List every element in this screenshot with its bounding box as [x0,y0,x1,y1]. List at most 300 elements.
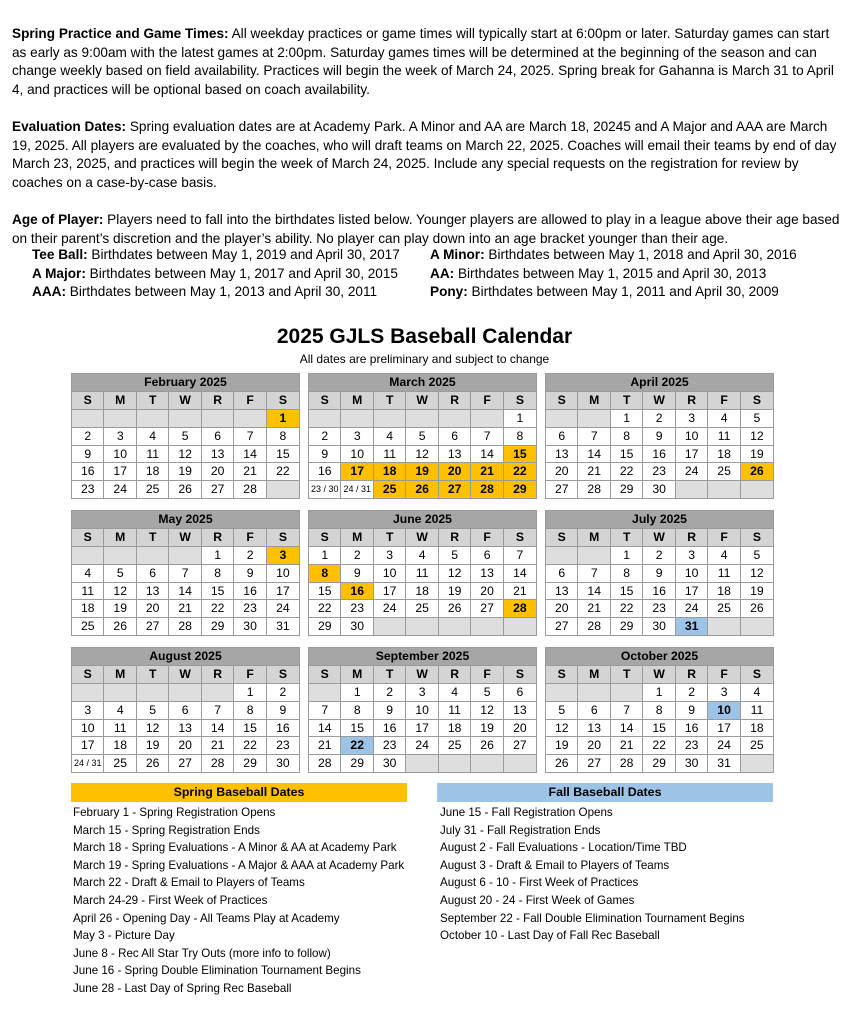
day-cell: 2 [643,409,675,427]
empty-day-cell [578,683,610,701]
day-cell: 29 [610,618,642,636]
weekday-header: S [266,528,299,546]
day-cell: 5 [406,427,438,445]
age-brackets [32,246,832,302]
week-row [309,546,537,564]
week-row [309,755,537,773]
empty-day-cell [471,755,503,773]
day-cell: 20 [546,600,578,618]
day-cell: 18 [136,463,168,481]
day-cell: 26 [169,481,201,499]
day-cell: 2 [341,546,373,564]
month-title: May 2025 [72,511,300,529]
day-cell: 14 [578,582,610,600]
day-cell: 10 [675,564,707,582]
day-cell: 12 [740,564,773,582]
weekday-header: T [136,528,168,546]
day-cell: 13 [438,445,470,463]
day-cell: 3 [373,546,405,564]
day-cell: 13 [503,701,536,719]
day-cell: 25 [708,600,740,618]
day-cell: 23 [341,600,373,618]
day-cell: 27 [546,618,578,636]
day-cell: 28 [234,481,266,499]
day-cell: 18 [72,600,104,618]
month-grid [545,647,774,773]
month-calendar [308,647,537,773]
week-row [72,546,300,564]
list-item: March 19 - Spring Evaluations - A Major & AAA at Academy Park [73,858,405,872]
day-cell: 18 [104,737,136,755]
month-title: March 2025 [309,374,537,392]
day-cell: 29 [309,618,341,636]
empty-day-cell [578,546,610,564]
month-calendar [545,647,774,773]
day-cell: 29 [201,618,233,636]
day-cell: 27 [546,481,578,499]
week-row [546,564,774,582]
age-bracket-range: Birthdates between May 1, 2018 and April 30, 2016 [484,247,797,262]
week-row [309,618,537,636]
day-cell: 23 / 30 [309,481,341,499]
day-cell: 25 [740,737,773,755]
day-cell: 4 [708,546,740,564]
month-grid [71,373,300,499]
month-calendar [308,510,537,636]
list-item: August 2 - Fall Evaluations - Location/Time TBD [440,841,687,855]
day-cell: 28 [610,755,642,773]
day-cell: 9 [373,701,405,719]
day-cell: 22 [610,463,642,481]
day-cell: 16 [643,582,675,600]
day-cell: 30 [234,618,266,636]
empty-day-cell [373,618,405,636]
day-cell: 26 [104,618,136,636]
weekday-header: S [266,391,299,409]
day-cell: 7 [169,564,201,582]
list-item: June 16 - Spring Double Elimination Tournament Begins [73,964,361,978]
day-cell: 5 [740,409,773,427]
day-cell: 8 [234,701,266,719]
weekday-header: R [438,665,470,683]
day-cell: 3 [708,683,740,701]
day-cell: 18 [406,582,438,600]
practice-times-label: Spring Practice and Game Times: [12,26,229,41]
day-cell: 14 [169,582,201,600]
week-row [72,737,300,755]
day-cell: 13 [546,582,578,600]
day-cell: 6 [471,546,503,564]
day-cell: 20 [546,463,578,481]
day-cell: 11 [740,701,773,719]
week-row [546,755,774,773]
weekday-header: T [136,391,168,409]
day-cell: 27 [438,481,470,499]
day-cell: 18 [708,445,740,463]
day-cell: 5 [438,546,470,564]
week-row [72,445,300,463]
day-cell: 28 [169,618,201,636]
list-item: August 20 - 24 - First Week of Games [440,893,635,907]
age-of-player-label: Age of Player: [12,212,104,227]
day-cell: 7 [471,427,503,445]
spring-dates-heading: Spring Baseball Dates [71,783,407,802]
day-cell: 21 [309,737,341,755]
weekday-header: T [373,665,405,683]
day-cell: 29 [234,755,266,773]
list-item: July 31 - Fall Registration Ends [440,823,601,837]
day-cell: 27 [201,481,233,499]
day-cell: 20 [169,737,201,755]
day-cell: 4 [438,683,470,701]
age-bracket-aa [430,265,828,284]
day-cell: 2 [266,683,299,701]
day-cell: 16 [266,719,299,737]
day-cell: 9 [72,445,104,463]
weekday-header: W [169,391,201,409]
weekday-header: T [610,391,642,409]
day-cell: 22 [309,600,341,618]
week-row [72,618,300,636]
day-cell: 23 [72,481,104,499]
day-cell: 11 [406,564,438,582]
day-cell: 24 [406,737,438,755]
weekday-header: M [341,665,373,683]
day-cell: 29 [341,755,373,773]
age-bracket-name: Tee Ball: [32,247,88,262]
empty-day-cell [406,755,438,773]
day-cell: 10 [266,564,299,582]
empty-day-cell [341,409,373,427]
weekday-header: W [406,665,438,683]
day-cell: 2 [373,683,405,701]
weekday-header: R [438,528,470,546]
day-cell: 17 [675,445,707,463]
age-bracket-aaa [32,283,430,302]
weekday-header: F [708,528,740,546]
weekday-header: W [169,528,201,546]
day-cell: 21 [201,737,233,755]
day-cell: 7 [503,546,536,564]
day-cell: 16 [341,582,373,600]
weekday-header: T [373,528,405,546]
day-cell: 12 [406,445,438,463]
day-cell: 2 [234,546,266,564]
age-bracket-range: Birthdates between May 1, 2017 and April 30, 2015 [85,265,398,281]
weekday-header: F [471,528,503,546]
empty-day-cell [471,409,503,427]
empty-day-cell [503,755,536,773]
day-cell: 18 [740,719,773,737]
age-bracket-name: A Minor: [430,247,485,262]
month-title: June 2025 [309,511,537,529]
evaluation-dates-label: Evaluation Dates: [12,119,127,134]
day-cell: 5 [740,546,773,564]
day-cell: 10 [341,445,373,463]
day-cell: 21 [503,582,536,600]
day-cell: 6 [578,701,610,719]
day-cell: 10 [104,445,136,463]
day-cell: 23 [266,737,299,755]
empty-day-cell [740,618,773,636]
empty-day-cell [201,409,233,427]
empty-day-cell [708,618,740,636]
weekday-header: S [309,665,341,683]
day-cell: 15 [341,719,373,737]
day-cell: 12 [740,427,773,445]
day-cell: 13 [578,719,610,737]
weekday-header: S [72,665,104,683]
weekday-header: F [234,665,266,683]
fall-dates-list [440,804,800,945]
day-cell: 14 [309,719,341,737]
day-cell: 28 [471,481,503,499]
empty-day-cell [503,618,536,636]
month-title: August 2025 [72,648,300,666]
day-cell: 31 [708,755,740,773]
empty-day-cell [740,755,773,773]
list-item: March 15 - Spring Registration Ends [73,823,260,837]
month-title: September 2025 [309,648,537,666]
month-calendar [71,510,300,636]
day-cell: 27 [169,755,201,773]
age-bracket-name: A Major: [32,265,86,281]
day-cell: 4 [136,427,168,445]
empty-day-cell [309,683,341,701]
weekday-header: T [136,665,168,683]
day-cell: 11 [373,445,405,463]
empty-day-cell [309,409,341,427]
weekday-header: M [578,665,610,683]
day-cell: 6 [438,427,470,445]
day-cell: 26 [438,600,470,618]
day-cell: 11 [104,719,136,737]
day-cell: 19 [546,737,578,755]
day-cell: 22 [266,463,299,481]
weekday-header: S [740,528,773,546]
age-bracket-name: Pony: [430,284,468,300]
day-cell: 15 [201,582,233,600]
day-cell: 2 [309,427,341,445]
day-cell: 28 [578,618,610,636]
day-cell: 7 [610,701,642,719]
month-calendar [71,373,300,499]
weekday-header: W [643,391,675,409]
empty-day-cell [438,409,470,427]
empty-day-cell [169,546,201,564]
day-cell: 1 [643,683,675,701]
weekday-header: M [578,391,610,409]
day-cell: 27 [136,618,168,636]
day-cell: 12 [104,582,136,600]
calendar-title: 2025 GJLS Baseball Calendar [276,325,573,348]
day-cell: 8 [610,427,642,445]
empty-day-cell [438,618,470,636]
day-cell: 11 [438,701,470,719]
weekday-header: M [341,391,373,409]
day-cell: 4 [72,564,104,582]
day-cell: 19 [471,719,503,737]
list-item: August 6 - 10 - First Week of Practices [440,876,639,890]
list-item: May 3 - Picture Day [73,929,175,943]
week-row [72,600,300,618]
day-cell: 17 [266,582,299,600]
list-item: June 8 - Rec All Star Try Outs (more info to follow) [73,946,331,960]
age-bracket-a-major [32,265,430,284]
weekday-header: R [675,528,707,546]
empty-day-cell [406,618,438,636]
day-cell: 20 [438,463,470,481]
day-cell: 3 [406,683,438,701]
day-cell: 8 [610,564,642,582]
day-cell: 15 [503,445,536,463]
weekday-header: S [72,528,104,546]
day-cell: 10 [675,427,707,445]
list-item: February 1 - Spring Registration Opens [73,806,276,819]
day-cell: 7 [578,564,610,582]
day-cell: 28 [309,755,341,773]
week-row [309,701,537,719]
day-cell: 16 [643,445,675,463]
day-cell: 16 [373,719,405,737]
list-item: April 26 - Opening Day - All Teams Play at Academy [73,911,340,925]
day-cell: 25 [438,737,470,755]
age-of-player-text: Players need to fall into the birthdates listed below. Younger players are allowed to play in a league above their age based on their parent’s discretion and the player’s ability. No player can play down into an age bracket younger than their age. [12,212,840,246]
week-row [546,427,774,445]
day-cell: 27 [503,737,536,755]
day-cell: 18 [373,463,405,481]
weekday-header: W [406,528,438,546]
day-cell: 30 [643,618,675,636]
day-cell: 8 [201,564,233,582]
week-row [309,427,537,445]
empty-day-cell [406,409,438,427]
day-cell: 23 [373,737,405,755]
day-cell: 14 [234,445,266,463]
month-title: February 2025 [72,374,300,392]
weekday-header: S [309,528,341,546]
day-cell: 3 [72,701,104,719]
weekday-header: M [104,528,136,546]
week-row [546,618,774,636]
weekday-header: S [503,391,536,409]
day-cell: 22 [643,737,675,755]
month-calendar [545,373,774,499]
empty-day-cell [234,409,266,427]
day-cell: 1 [341,683,373,701]
empty-day-cell [708,481,740,499]
day-cell: 16 [675,719,707,737]
week-row [546,582,774,600]
day-cell: 14 [578,445,610,463]
day-cell: 22 [201,600,233,618]
day-cell: 9 [309,445,341,463]
spring-dates-list [73,804,433,998]
week-row [72,463,300,481]
day-cell: 7 [234,427,266,445]
weekday-header: M [104,391,136,409]
day-cell: 20 [471,582,503,600]
age-bracket-pony [430,283,828,302]
day-cell: 21 [169,600,201,618]
month-grid [71,647,300,773]
age-of-player-paragraph [12,211,840,248]
day-cell: 25 [406,600,438,618]
fall-dates-heading: Fall Baseball Dates [437,783,773,802]
weekday-header: F [234,528,266,546]
day-cell: 2 [643,546,675,564]
day-cell: 13 [136,582,168,600]
evaluation-dates-text: Spring evaluation dates are at Academy Park. A Minor and AA are March 18, 20245 and A Major and AAA are March 19, 2025. All players are evaluated by the coaches, who will draft teams on March 22, 2025. Coaches will email their teams by end of day March 23, 2025, and practices will begin the week of March 24, 2025. Include any special requests on the registration for review by coaches on a case-by-case basis. [12,119,837,190]
day-cell: 1 [201,546,233,564]
day-cell: 1 [309,546,341,564]
day-cell: 29 [610,481,642,499]
day-cell: 30 [675,755,707,773]
week-row [72,719,300,737]
week-row [546,445,774,463]
day-cell: 9 [643,564,675,582]
week-row [546,409,774,427]
empty-day-cell [578,409,610,427]
age-bracket-range: Birthdates between May 1, 2011 and April 30, 2009 [467,284,779,300]
day-cell: 7 [578,427,610,445]
empty-day-cell [72,409,104,427]
month-grid [545,373,774,499]
day-cell: 31 [675,618,707,636]
day-cell: 5 [546,701,578,719]
day-cell: 4 [740,683,773,701]
week-row [309,481,537,499]
day-cell: 12 [471,701,503,719]
day-cell: 11 [708,427,740,445]
empty-day-cell [546,546,578,564]
day-cell: 31 [266,618,299,636]
day-cell: 6 [546,427,578,445]
weekday-header: M [341,528,373,546]
day-cell: 26 [471,737,503,755]
week-row [309,445,537,463]
day-cell: 30 [341,618,373,636]
month-title: July 2025 [546,511,774,529]
empty-day-cell [546,683,578,701]
day-cell: 4 [406,546,438,564]
day-cell: 21 [471,463,503,481]
day-cell: 25 [72,618,104,636]
day-cell: 19 [740,445,773,463]
weekday-header: F [471,391,503,409]
day-cell: 12 [136,719,168,737]
day-cell: 24 [708,737,740,755]
day-cell: 11 [708,564,740,582]
day-cell: 22 [503,463,536,481]
day-cell: 12 [546,719,578,737]
month-grid [308,647,537,773]
weekday-header: R [438,391,470,409]
month-title: April 2025 [546,374,774,392]
weekday-header: W [643,528,675,546]
day-cell: 23 [675,737,707,755]
day-cell: 19 [438,582,470,600]
day-cell: 24 [373,600,405,618]
month-grid [71,510,300,636]
empty-day-cell [740,481,773,499]
month-calendar [545,510,774,636]
day-cell: 19 [104,600,136,618]
weekday-header: M [104,665,136,683]
day-cell: 13 [471,564,503,582]
week-row [309,582,537,600]
day-cell: 16 [72,463,104,481]
